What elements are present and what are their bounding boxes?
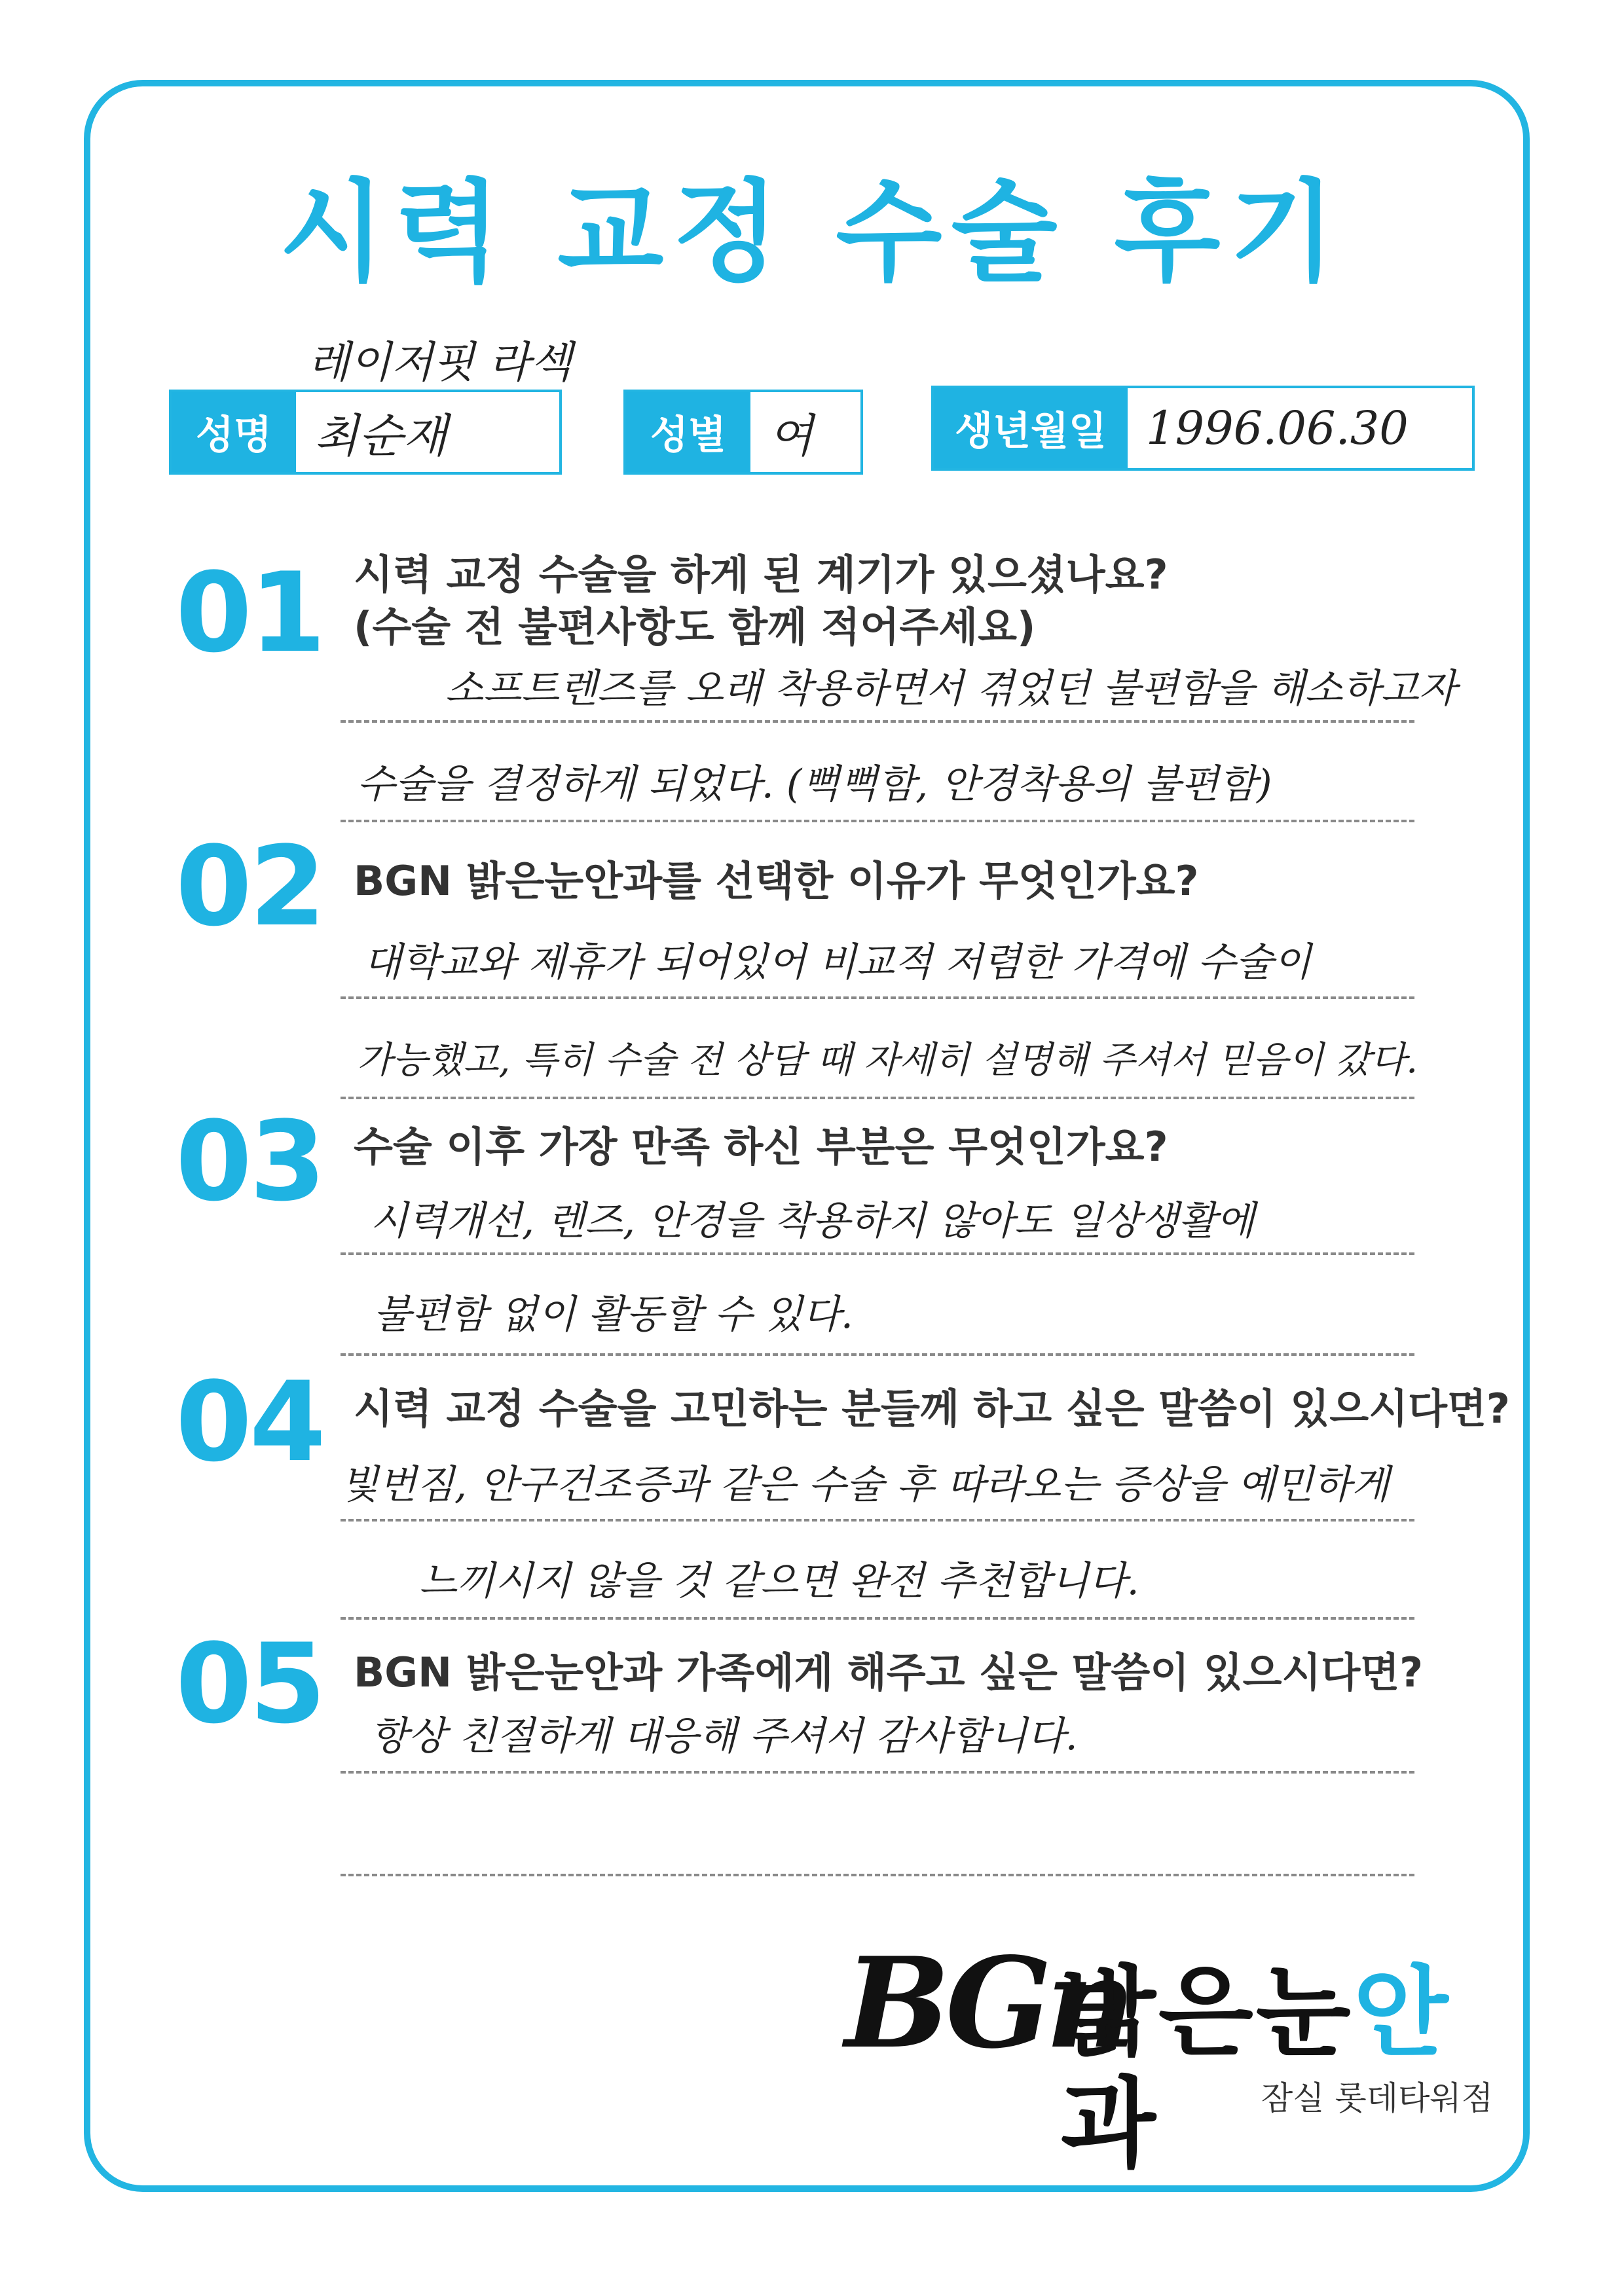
- birth-box: [931, 386, 1475, 471]
- answer-line[interactable]: 느끼시지 않을 것 같으면 완전 추천합니다.: [419, 1558, 1139, 1604]
- answer-line[interactable]: 불편함 없이 활동할 수 있다.: [373, 1292, 853, 1338]
- question-number: 01: [175, 549, 323, 677]
- birth-label: 생년월일: [934, 388, 1128, 468]
- question-number: 04: [175, 1358, 323, 1486]
- answer-line[interactable]: 대학교와 제휴가 되어있어 비교적 저렴한 가격에 수술이: [363, 939, 1312, 985]
- clinic-name-part: 과: [1061, 2068, 1158, 2181]
- answer-line[interactable]: 시력개선, 렌즈, 안경을 착용하지 않아도 일상생활에: [370, 1198, 1255, 1244]
- answer-rule: [341, 1874, 1414, 1876]
- answer-rule: [341, 1353, 1414, 1356]
- question-number: 03: [175, 1097, 323, 1226]
- name-label: 성명: [172, 392, 296, 472]
- answer-rule: [341, 1519, 1414, 1522]
- question-text: 시력 교정 수술을 고민하는 분들께 하고 싶은 말씀이 있으시다면?: [354, 1385, 1510, 1432]
- clinic-name-part: 밝은눈: [1061, 1956, 1354, 2070]
- answer-line[interactable]: 수술을 결정하게 되었다. (뻑뻑함, 안경착용의 불편함): [357, 761, 1272, 807]
- answer-rule: [341, 1252, 1414, 1255]
- clinic-name-accent: 안: [1353, 1956, 1451, 2070]
- answer-rule: [341, 1771, 1414, 1774]
- answer-rule: [341, 996, 1414, 999]
- question-text: 시력 교정 수술을 하게 된 계기가 있으셨나요?: [354, 551, 1168, 598]
- branch-name: 잠실 롯데타워점: [1261, 2079, 1493, 2117]
- answer-rule: [341, 1617, 1414, 1620]
- answer-rule: [341, 1097, 1414, 1099]
- clinic-name: [1061, 1958, 1493, 2180]
- gender-label: 성별: [626, 392, 750, 472]
- answer-line[interactable]: 빛번짐, 안구건조증과 같은 수술 후 따라오는 증상을 예민하게: [341, 1462, 1390, 1508]
- question-number: 02: [175, 822, 323, 951]
- birth-value[interactable]: 1996.06.30: [1146, 401, 1409, 455]
- question-text: BGN 밝은눈안과 가족에게 해주고 싶은 말씀이 있으시다면?: [354, 1649, 1424, 1696]
- page-title: 시력 교정 수술 후기: [279, 168, 1345, 297]
- bgn-logo-mark: BGn: [845, 1930, 1130, 2076]
- answer-line[interactable]: 항상 친절하게 대응해 주셔서 감사합니다.: [370, 1713, 1078, 1759]
- answer-line[interactable]: 소프트렌즈를 오래 착용하면서 겪었던 불편함을 해소하고자: [445, 666, 1457, 712]
- name-box: [169, 390, 562, 475]
- question-subtext: (수술 전 불편사항도 함께 적어주세요): [354, 603, 1036, 651]
- question-text: BGN 밝은눈안과를 선택한 이유가 무엇인가요?: [354, 857, 1199, 905]
- gender-box: [623, 390, 863, 475]
- answer-rule: [341, 720, 1414, 723]
- clinic-logo: [845, 1930, 1493, 2181]
- gender-value[interactable]: 여: [769, 409, 813, 463]
- laser-note: 레이저핏 라섹: [308, 337, 572, 388]
- question-number: 05: [175, 1620, 323, 1748]
- answer-rule: [341, 820, 1414, 822]
- answer-line[interactable]: 가능했고, 특히 수술 전 상담 때 자세히 설명해 주셔서 믿음이 갔다.: [357, 1039, 1418, 1082]
- question-text: 수술 이후 가장 만족 하신 부분은 무엇인가요?: [354, 1123, 1168, 1171]
- name-value[interactable]: 최순재: [314, 409, 447, 463]
